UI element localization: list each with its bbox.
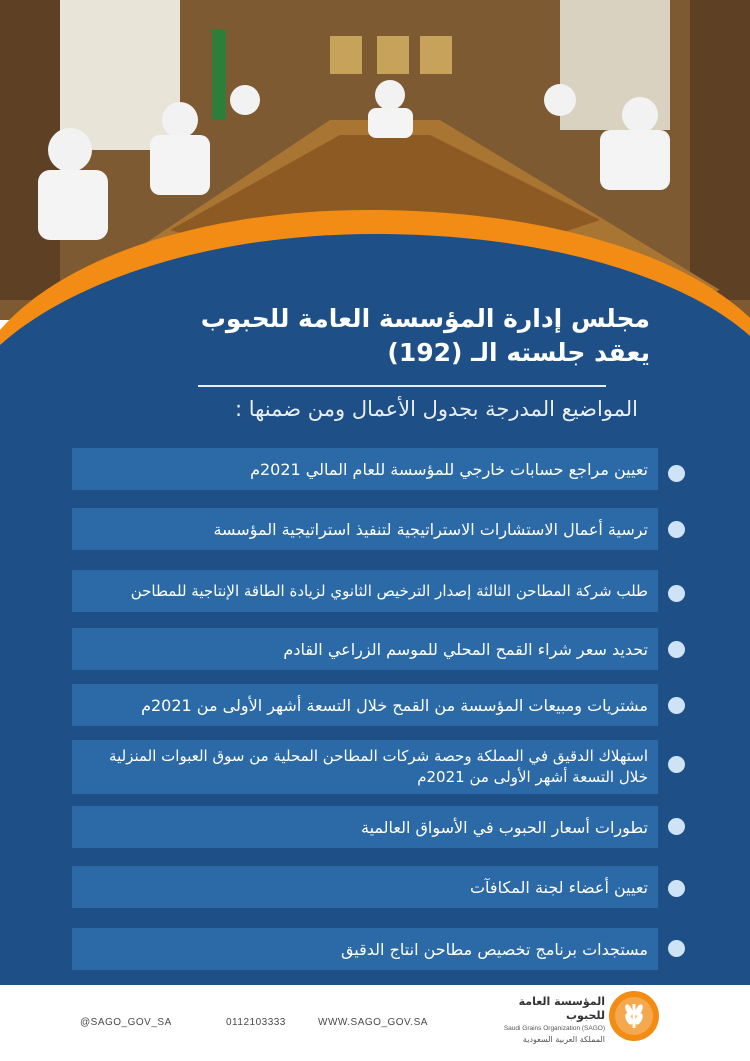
phone-number: 0112103333 xyxy=(226,1017,286,1028)
agenda-item xyxy=(72,684,658,726)
bullet-icon xyxy=(668,880,685,897)
agenda-item xyxy=(72,570,658,612)
bullet-icon xyxy=(668,756,685,773)
title-line-2: يعقد جلسته الـ (192) xyxy=(387,338,650,367)
agenda-item-text: تعيين أعضاء لجنة المكافآت xyxy=(469,877,648,897)
agenda-item-text: طلب شركة المطاحن الثالثة إصدار الترخيص الثانوي لزيادة الطاقة الإنتاجية للمطاحن xyxy=(130,582,648,600)
bullet-icon xyxy=(668,585,685,602)
agenda-item xyxy=(72,448,658,490)
agenda-item-text: تعيين مراجع حسابات خارجي للمؤسسة للعام المالي 2021م xyxy=(250,459,648,479)
website-link: WWW.SAGO_GOV.SA xyxy=(318,1017,428,1028)
sago-logo-icon xyxy=(608,990,660,1042)
bullet-icon xyxy=(668,818,685,835)
agenda-item-text: تحديد سعر شراء القمح المحلي للموسم الزراعي القادم xyxy=(283,639,648,659)
org-name-block xyxy=(485,995,605,1045)
agenda-item xyxy=(72,508,658,550)
twitter-handle: @SAGO_GOV_SA xyxy=(80,1017,172,1028)
bullet-icon xyxy=(668,465,685,482)
agenda-item xyxy=(72,806,658,848)
page-title xyxy=(90,302,650,370)
bullet-icon xyxy=(668,697,685,714)
agenda-item xyxy=(72,628,658,670)
title-line-1: مجلس إدارة المؤسسة العامة للحبوب xyxy=(200,304,650,333)
agenda-subtitle: المواضيع المدرجة بجدول الأعمال ومن ضمنها : xyxy=(234,397,638,421)
agenda-item-text: ترسية أعمال الاستشارات الاستراتيجية لتنفيذ استراتيجية المؤسسة xyxy=(213,519,648,539)
org-name-en: Saudi Grains Organization (SAGO) xyxy=(503,1025,605,1032)
org-name-ar: المؤسسة العامة للحبوب xyxy=(518,995,605,1022)
agenda-item xyxy=(72,866,658,908)
bullet-icon xyxy=(668,641,685,658)
agenda-item-text: استهلاك الدقيق في المملكة وحصة شركات المطاحن المحلية من سوق العبوات المنزلية خلال التسعة أشهر الأولى من 2021م xyxy=(109,747,648,786)
title-divider xyxy=(198,385,606,387)
agenda-item-text: مستجدات برنامج تخصيص مطاحن انتاج الدقيق xyxy=(340,939,648,959)
org-country-ar: المملكة العربية السعودية xyxy=(522,1035,605,1044)
bullet-icon xyxy=(668,940,685,957)
agenda-item-text: تطورات أسعار الحبوب في الأسواق العالمية xyxy=(360,817,648,837)
bullet-icon xyxy=(668,521,685,538)
agenda-item xyxy=(72,928,658,970)
agenda-item xyxy=(72,740,658,794)
agenda-item-text: مشتريات ومبيعات المؤسسة من القمح خلال التسعة أشهر الأولى من 2021م xyxy=(141,695,648,715)
